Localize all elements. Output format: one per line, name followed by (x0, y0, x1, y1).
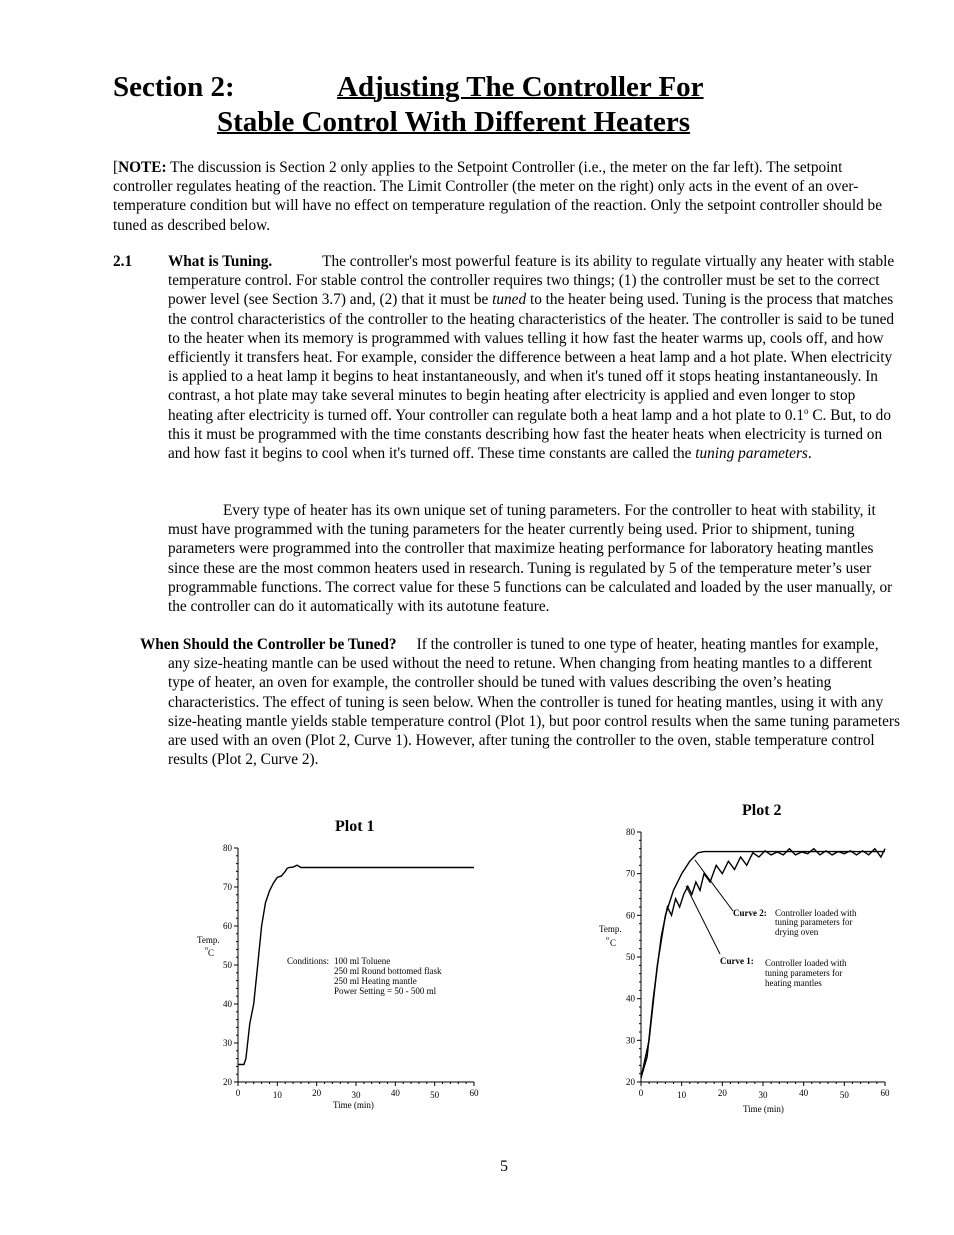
plot-1-ylabel-degree: o (205, 946, 208, 952)
plot-2-y-tick-label: 50 (626, 952, 635, 962)
plot-1-x-tick-label: 30 (351, 1090, 361, 1100)
what-is-tuning-paragraph: What is Tuning. The controller's most powerful feature is its ability to regulate virtually any heater with stable temperature control. For stable control the controller requires two things; (1) the controller must be set to the correct power level (see Section 3.7) and, (2) that it must be tuned to the heater being used. Tuning is the process that matches the control characteristics of the controller to the heating characteristics of the heater. The controller is said to be tuned to the heater when its memory is programmed with values telling it how fast the heater warms up, cools off, and how efficiently it transfers heat. For example, consider the difference between a heat lamp and a hot plate. When electricity is applied to a heat lamp it begins to heat instantaneously, and when it's tuned off it stops heating instantaneously. In contrast, a hot plate may take several minutes to begin heating after electricity is applied and even longer to stop heating after electricity is turned off. Your controller can regulate both a heat lamp and a hot plate to 0.1$^o$ C. But, to do this it must be programmed with the time constants describing how fast the heater heats when electricity is turned on and how fast it begins to cool when it's turned off. These time constants are called the tuning parameters. (168, 253, 895, 463)
note-label: NOTE: (118, 159, 167, 176)
plot-2-x-tick-label: 40 (799, 1088, 809, 1098)
note-paragraph: [NOTE: The discussion is Section 2 only applies to the Setpoint Controller (i.e., the meter on the far left). The setpoint controller regulates heating of the reaction. The Limit Controller (the meter on the right) only acts in the event of an over-temperature condition but will have no effect on temperature regulation of the reaction. Only the setpoint controller should be tuned as described below. (113, 159, 882, 234)
plot-1-y-tick-label: 50 (223, 960, 232, 970)
plot-1-x-tick-label: 50 (430, 1090, 440, 1100)
plot-2-x-tick-label: 60 (880, 1088, 890, 1098)
plot-2-ylabel: Temp. (599, 924, 622, 934)
plot-2-x-tick-label: 20 (717, 1088, 727, 1098)
plot-1-y-tick-label: 40 (223, 999, 232, 1009)
plot-1-x-tick-label: 10 (272, 1090, 282, 1100)
plot-1-y-tick-label: 60 (223, 921, 232, 931)
curve-2-desc: drying oven (775, 927, 819, 937)
plot-1-x-tick-label: 60 (469, 1088, 479, 1098)
curve-2-desc: tuning parameters for (775, 917, 853, 927)
plot-1-ylabel: Temp. (197, 935, 220, 945)
plot-2-x-tick-label: 50 (839, 1090, 849, 1100)
plot-2-x-tick-label: 0 (638, 1088, 644, 1098)
section-title-line1: Adjusting The Controller For (337, 71, 704, 103)
plot-1-x-tick-label: 20 (312, 1088, 322, 1098)
section-title-line2: Stable Control With Different Heaters (217, 106, 691, 138)
heater-types-paragraph: Every type of heater has its own unique set of tuning parameters. For the controller to heat with stability, it must have programmed with the tuning parameters for the heater currently being used. Prior to shipment, tuning parameters were programmed into the controller that maximize heating performance for laboratory heating mantles since these are the most common heaters used in research. Tuning is regulated by 5 of the temperature meter’s user programmable functions. The correct value for these 5 functions can be calculated and loaded by the user manually, or the controller can do it automatically with its autotune feature. (168, 502, 893, 616)
curve-2-desc: Controller loaded with (775, 908, 857, 918)
plot-2-y-tick-label: 80 (626, 827, 635, 837)
plot-1-condition-line: 250 ml Round bottomed flask (334, 966, 442, 976)
plot-1-y-tick-label: 70 (223, 882, 232, 892)
plot-2-ylabel-degree: o (606, 936, 609, 942)
plot-2-y-tick-label: 70 (626, 868, 635, 879)
plot-1-xlabel: Time (min) (333, 1100, 374, 1110)
plot-2-y-tick-label: 40 (626, 993, 635, 1004)
plot-2-x-tick-label: 10 (677, 1090, 687, 1100)
plot-2-xlabel: Time (min) (743, 1104, 784, 1114)
plot-2-x-tick-label: 30 (758, 1090, 768, 1100)
plot-2-title: Plot 2 (742, 802, 782, 819)
plot-1-ylabel-unit: C (208, 948, 215, 958)
plot-1-condition-line: 100 ml Toluene (334, 956, 391, 966)
plot-1-x-tick-label: 0 (235, 1088, 241, 1098)
plot-1-title: Plot 1 (335, 818, 375, 835)
plot-2-y-tick-label: 60 (626, 910, 635, 921)
plot-1-x-tick-label: 40 (390, 1088, 400, 1098)
plot-1-y-tick-label: 20 (223, 1077, 232, 1087)
plot-1-y-tick-label: 80 (223, 843, 232, 853)
curve-2-label: Curve 2: (733, 908, 767, 918)
when-tuned-heading: When Should the Controller be Tuned? (140, 636, 397, 653)
curve-1-pointer (686, 886, 720, 954)
curve-1-label: Curve 1: (720, 956, 754, 966)
plot-2-y-tick-label: 30 (626, 1035, 635, 1046)
subsection-heading: What is Tuning. (168, 253, 273, 270)
plot-1-condition-line: Power Setting = 50 - 500 ml (334, 986, 437, 996)
curve-1-desc: tuning parameters for (765, 968, 843, 978)
when-tuned-paragraph: When Should the Controller be Tuned? If the controller is tuned to one type of heater, heating mantles for example, any size-heating mantle can be used without the need to retune. When changing from heating mantles to a different type of heater, an oven for example, the controller should be tuned with values describing the oven’s heating characteristics. The effect of tuning is seen below. When the controller is tuned for heating mantles, using it with any size-heating mantle yields stable temperature control (Plot 1), but poor control results when the same tuning parameters are used with an oven (Plot 2, Curve 1). However, after tuning the controller to the oven, stable temperature control results (Plot 2, Curve 2). (140, 636, 900, 769)
curve-1-desc: heating mantles (765, 978, 822, 988)
plot-1-conditions-label: Conditions: (287, 956, 330, 966)
curve-1-desc: Controller loaded with (765, 958, 847, 968)
plot-2-ylabel-unit: C (610, 938, 617, 948)
plot-2-series-curve-2 (641, 852, 885, 1078)
page-number: 5 (500, 1158, 508, 1175)
plot-1-condition-line: 250 ml Heating mantle (334, 976, 417, 986)
section-label: Section 2: (113, 71, 235, 103)
subsection-number: 2.1 (113, 253, 133, 270)
plot-1-y-tick-label: 30 (223, 1038, 232, 1048)
plot-2-y-tick-label: 20 (626, 1077, 635, 1087)
